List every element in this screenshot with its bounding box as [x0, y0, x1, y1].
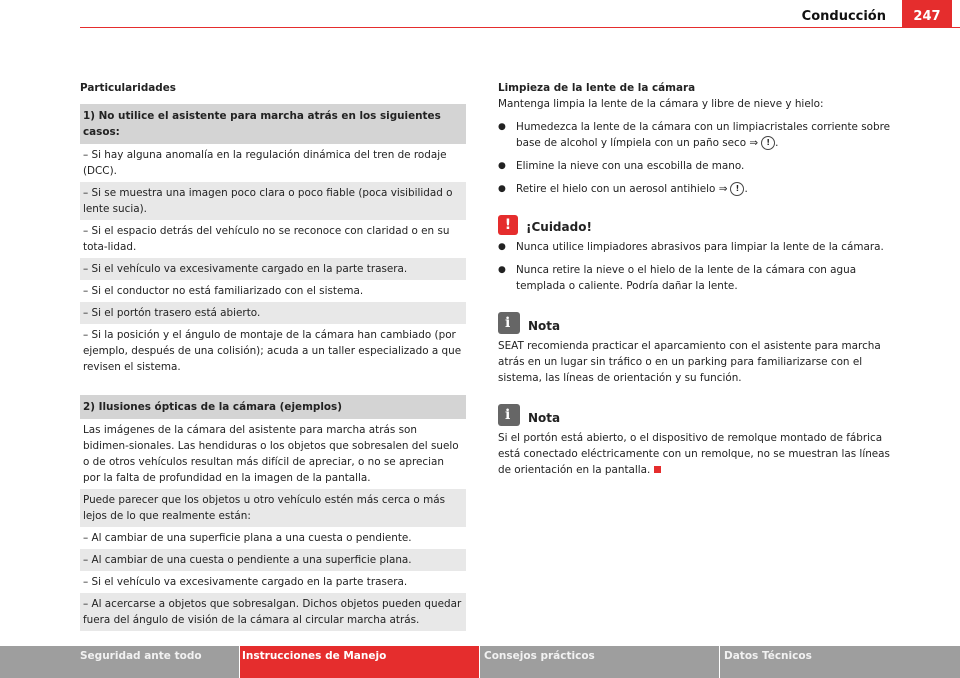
box1-row: – Si el conductor no está familiarizado con el sistema.	[83, 285, 364, 297]
note2-text: Si el portón está abierto, o el dispositivo de remolque montado de fábrica está conectado eléctricamente con un remolque, no se muestran las líneas de orientación en la pantalla.	[498, 432, 890, 476]
box2-row: – Al cambiar de una cuesta o pendiente a una superficie plana.	[80, 549, 466, 571]
note1-title: Nota	[528, 319, 561, 333]
info-icon: i	[498, 404, 520, 426]
cleaning-intro: Mantenga limpia la lente de la cámara y libre de nieve y hielo:	[498, 98, 824, 110]
cleaning-bullet-text: Retire el hielo con un aerosol antihielo ⇒	[516, 183, 728, 195]
footer-tab-consejos[interactable]: Consejos prácticos	[480, 646, 720, 678]
cleaning-bullet-text: Elimine la nieve con una escobilla de mano.	[516, 160, 745, 172]
cleaning-bullet: ● Humedezca la lente de la cámara con un limpiacristales corriente sobre base de alcohol y límpiela con un paño seco ⇒ ! .	[498, 119, 893, 151]
footer-nav	[0, 646, 960, 678]
page-number: 247	[902, 0, 952, 27]
footer-tab-seguridad[interactable]: Seguridad ante todo	[0, 646, 240, 678]
info-box-2	[80, 395, 466, 631]
warning-ref-icon: !	[761, 136, 775, 150]
note2-title: Nota	[528, 411, 561, 425]
box1-row: – Si el portón trasero está abierto.	[80, 302, 466, 324]
box1-heading: 1) No utilice el asistente para marcha atrás en los siguientes casos:	[80, 104, 466, 144]
note1-header	[498, 312, 893, 334]
box2-heading: 2) Ilusiones ópticas de la cámara (ejemplos)	[80, 395, 466, 419]
caution-header	[498, 215, 893, 235]
box2-row: – Al acercarse a objetos que sobresalgan. Dichos objetos pueden quedar fuera del ángulo de visión de la cámara al circular marcha atrás.	[80, 593, 466, 631]
header-divider	[80, 27, 960, 28]
page-header-title: Conducción	[801, 9, 886, 24]
box2-row: Puede parecer que los objetos u otro vehículo estén más cerca o más lejos de lo que realmente están:	[80, 489, 466, 527]
caution-title: ¡Cuidado!	[526, 220, 592, 234]
caution-bullet	[498, 262, 893, 294]
box1-row: – Si hay alguna anomalía en la regulación dinámica del tren de rodaje (DCC).	[83, 149, 447, 177]
note2-header	[498, 404, 893, 426]
caution-bullet-text: Nunca utilice limpiadores abrasivos para limpiar la lente de la cámara.	[516, 241, 884, 253]
left-column	[80, 80, 466, 648]
box2-row: Las imágenes de la cámara del asistente para marcha atrás son bidimen-sionales. Las hendiduras o los objetos que sobresalen del suelo o de otros vehículos resultan más difícil de apreciar, o no se aprecian por la falta de profundidad en la imagen de la pantalla.	[83, 424, 459, 484]
caution-icon: !	[498, 215, 518, 235]
cleaning-bullet	[498, 158, 893, 174]
caution-bullet-text: Nunca retire la nieve o el hielo de la lente de la cámara con agua templada o caliente. Podría dañar la lente.	[516, 264, 857, 292]
caution-bullet	[498, 239, 893, 255]
right-column	[498, 80, 893, 478]
box1-row: – Si se muestra una imagen poco clara o poco fiable (poca visibilidad o lente sucia).	[80, 182, 466, 220]
note1-text: SEAT recomienda practicar el aparcamiento con el asistente para marcha atrás en un lugar sin tráfico o en un parking para familiarizarse con el sistema, las líneas de orientación y su función.	[498, 340, 881, 384]
box2-row: – Al cambiar de una superficie plana a una cuesta o pendiente.	[83, 532, 412, 544]
section-title: Particularidades	[80, 82, 176, 94]
cleaning-bullet: ● Retire el hielo con un aerosol antihielo ⇒ ! .	[498, 181, 893, 197]
info-box-1	[80, 104, 466, 378]
footer-tab-instrucciones[interactable]: Instrucciones de Manejo	[240, 646, 480, 678]
note2-paragraph	[498, 430, 893, 478]
box1-row: – Si el vehículo va excesivamente cargado en la parte trasera.	[80, 258, 466, 280]
info-icon: i	[498, 312, 520, 334]
cleaning-bullet-text: Humedezca la lente de la cámara con un limpiacristales corriente sobre base de alcohol y límpiela con un paño seco ⇒	[516, 121, 891, 149]
box1-row: – Si el espacio detrás del vehículo no se reconoce con claridad o en su tota-lidad.	[83, 225, 450, 253]
footer-tab-datos[interactable]: Datos Técnicos	[720, 646, 960, 678]
cleaning-title: Limpieza de la lente de la cámara	[498, 82, 696, 94]
box2-row: – Si el vehículo va excesivamente cargado en la parte trasera.	[83, 576, 408, 588]
end-of-section-icon	[654, 466, 661, 473]
warning-ref-icon: !	[730, 182, 744, 196]
box1-row: – Si la posición y el ángulo de montaje de la cámara han cambiado (por ejemplo, después de una colisión); acuda a un taller especializado a que revisen el sistema.	[83, 329, 462, 373]
